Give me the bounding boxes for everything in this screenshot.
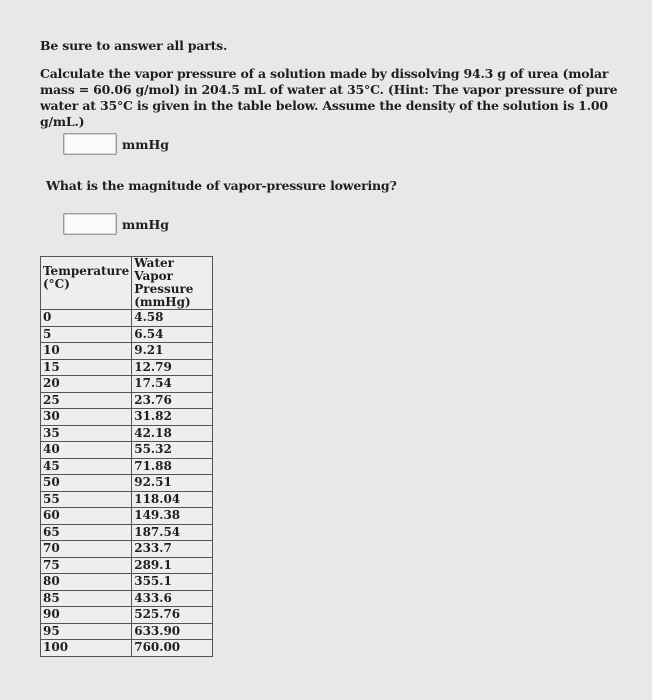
temperature-cell: 80 — [41, 574, 132, 591]
instructions-text: Be sure to answer all parts. — [40, 38, 228, 53]
table-row — [41, 425, 213, 442]
vapor-pressure-cell: 760.00 — [132, 640, 213, 657]
table-row — [41, 491, 213, 508]
vapor-pressure-cell: 23.76 — [132, 392, 213, 409]
temperature-cell: 85 — [41, 590, 132, 607]
vapor-pressure-cell: 525.76 — [132, 607, 213, 624]
vapor-pressure-cell: 42.18 — [132, 425, 213, 442]
temperature-cell: 50 — [41, 475, 132, 492]
answer-row-vapor-pressure-lowering — [63, 213, 169, 235]
temperature-cell: 65 — [41, 524, 132, 541]
temperature-cell: 0 — [41, 310, 132, 327]
vapor-pressure-cell: 4.58 — [132, 310, 213, 327]
vapor-pressure-table — [40, 256, 213, 657]
vapor-pressure-cell: 118.04 — [132, 491, 213, 508]
question-2-text: What is the magnitude of vapor-pressure lowering? — [46, 178, 397, 193]
answer-row-vapor-pressure — [63, 133, 169, 155]
vapor-pressure-cell: 31.82 — [132, 409, 213, 426]
vapor-pressure-cell: 71.88 — [132, 458, 213, 475]
vapor-pressure-cell: 633.90 — [132, 623, 213, 640]
table-row — [41, 524, 213, 541]
temperature-cell: 60 — [41, 508, 132, 525]
table-row — [41, 557, 213, 574]
table-header-row — [41, 257, 213, 310]
vapor-pressure-lowering-unit: mmHg — [122, 216, 170, 232]
temperature-cell: 95 — [41, 623, 132, 640]
vapor-pressure-cell: 233.7 — [132, 541, 213, 558]
vapor-pressure-cell: 55.32 — [132, 442, 213, 459]
question-text: Calculate the vapor pressure of a solution made by dissolving 94.3 g of urea (molar mass = 60.06 g/mol) in 204.5 mL of water at 35°C. (Hint: The vapor pressure of pure water at 35°C is given in the table below. Assume the density of the solution is 1.00 g/mL.) — [40, 66, 618, 129]
temperature-cell: 75 — [41, 557, 132, 574]
table-row — [41, 359, 213, 376]
vapor-pressure-cell: 289.1 — [132, 557, 213, 574]
table-row — [41, 343, 213, 360]
vapor-pressure-cell: 17.54 — [132, 376, 213, 393]
table-row — [41, 442, 213, 459]
vapor-pressure-cell: 6.54 — [132, 326, 213, 343]
temperature-cell: 15 — [41, 359, 132, 376]
temperature-cell: 55 — [41, 491, 132, 508]
vapor-pressure-cell: 355.1 — [132, 574, 213, 591]
table-row — [41, 458, 213, 475]
table-row — [41, 310, 213, 327]
temperature-cell: 30 — [41, 409, 132, 426]
temperature-cell: 5 — [41, 326, 132, 343]
temperature-cell: 35 — [41, 425, 132, 442]
temperature-cell: 10 — [41, 343, 132, 360]
temperature-cell: 70 — [41, 541, 132, 558]
table-row — [41, 376, 213, 393]
temperature-cell: 100 — [41, 640, 132, 657]
header-temperature: Temperature (°C) — [41, 257, 132, 310]
vapor-pressure-cell: 187.54 — [132, 524, 213, 541]
vapor-pressure-cell: 433.6 — [132, 590, 213, 607]
table-row — [41, 326, 213, 343]
vapor-pressure-lowering-input[interactable] — [63, 213, 117, 235]
temperature-cell: 40 — [41, 442, 132, 459]
temperature-cell: 20 — [41, 376, 132, 393]
table-row — [41, 409, 213, 426]
table-row — [41, 607, 213, 624]
table-row — [41, 623, 213, 640]
table-row — [41, 640, 213, 657]
vapor-pressure-cell: 149.38 — [132, 508, 213, 525]
table-row — [41, 508, 213, 525]
table-row — [41, 392, 213, 409]
temperature-cell: 90 — [41, 607, 132, 624]
vapor-pressure-cell: 9.21 — [132, 343, 213, 360]
vapor-pressure-cell: 92.51 — [132, 475, 213, 492]
table-row — [41, 574, 213, 591]
table-body — [41, 310, 213, 657]
temperature-cell: 45 — [41, 458, 132, 475]
table-row — [41, 541, 213, 558]
table-row — [41, 590, 213, 607]
table-row — [41, 475, 213, 492]
vapor-pressure-input[interactable] — [63, 133, 117, 155]
header-vapor-pressure: Water Vapor Pressure (mmHg) — [132, 257, 213, 310]
temperature-cell: 25 — [41, 392, 132, 409]
vapor-pressure-cell: 12.79 — [132, 359, 213, 376]
vapor-pressure-unit: mmHg — [122, 136, 170, 152]
